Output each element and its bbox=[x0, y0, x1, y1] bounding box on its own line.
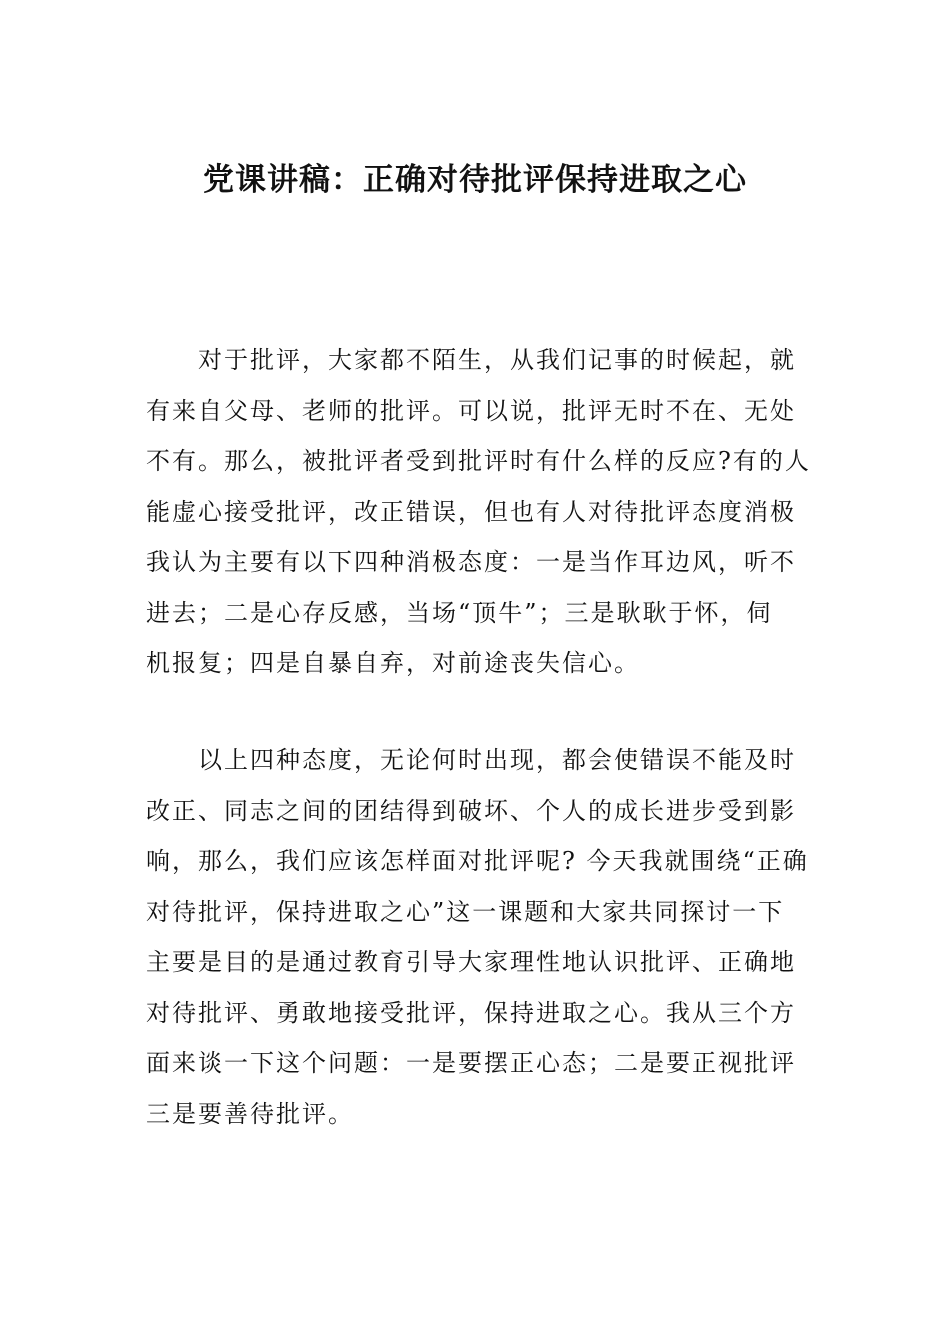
text-line: 我认为主要有以下四种消极态度：一是当作耳边风，听不 bbox=[146, 548, 796, 576]
text-line: 对于批评，大家都不陌生，从我们记事的时候起，就 bbox=[198, 346, 796, 374]
text-line: 改正、同志之间的团结得到破坏、个人的成长进步受到影 bbox=[146, 796, 796, 825]
text-line: 对待批评，保持进取之心”这一课题和大家共同探讨一下 bbox=[146, 897, 785, 926]
paragraph-2 bbox=[146, 735, 809, 1139]
text-line: 对待批评、勇敢地接受批评，保持进取之心。我从三个方 bbox=[146, 998, 796, 1027]
text-line: 响，那么，我们应该怎样面对批评呢? 今天我就围绕“正确 bbox=[146, 847, 809, 875]
text-line: 以上四种态度，无论何时出现，都会使错误不能及时 bbox=[198, 746, 796, 774]
text-line: 进去；二是心存反感，当场“顶牛”；三是耿耿于怀，伺 bbox=[146, 598, 773, 627]
text-line: 三是要善待批评。 bbox=[146, 1099, 354, 1128]
text-line: 机报复；四是自暴自弃，对前途丧失信心。 bbox=[146, 649, 640, 677]
document-title: 党课讲稿：正确对待批评保持进取之心 bbox=[203, 162, 747, 198]
text-line: 有来自父母、老师的批评。可以说，批评无时不在、无处 bbox=[146, 396, 796, 425]
text-line: 面来谈一下这个问题：一是要摆正心态；二是要正视批评 bbox=[146, 1049, 796, 1077]
text-line: 能虚心接受批评，改正错误，但也有人对待批评态度消极 bbox=[146, 497, 796, 526]
text-line: 主要是目的是通过教育引导大家理性地认识批评、正确地 bbox=[146, 948, 796, 976]
text-line: 不有。那么，被批评者受到批评时有什么样的反应?有的人 bbox=[146, 447, 811, 475]
paragraph-1 bbox=[146, 335, 811, 689]
